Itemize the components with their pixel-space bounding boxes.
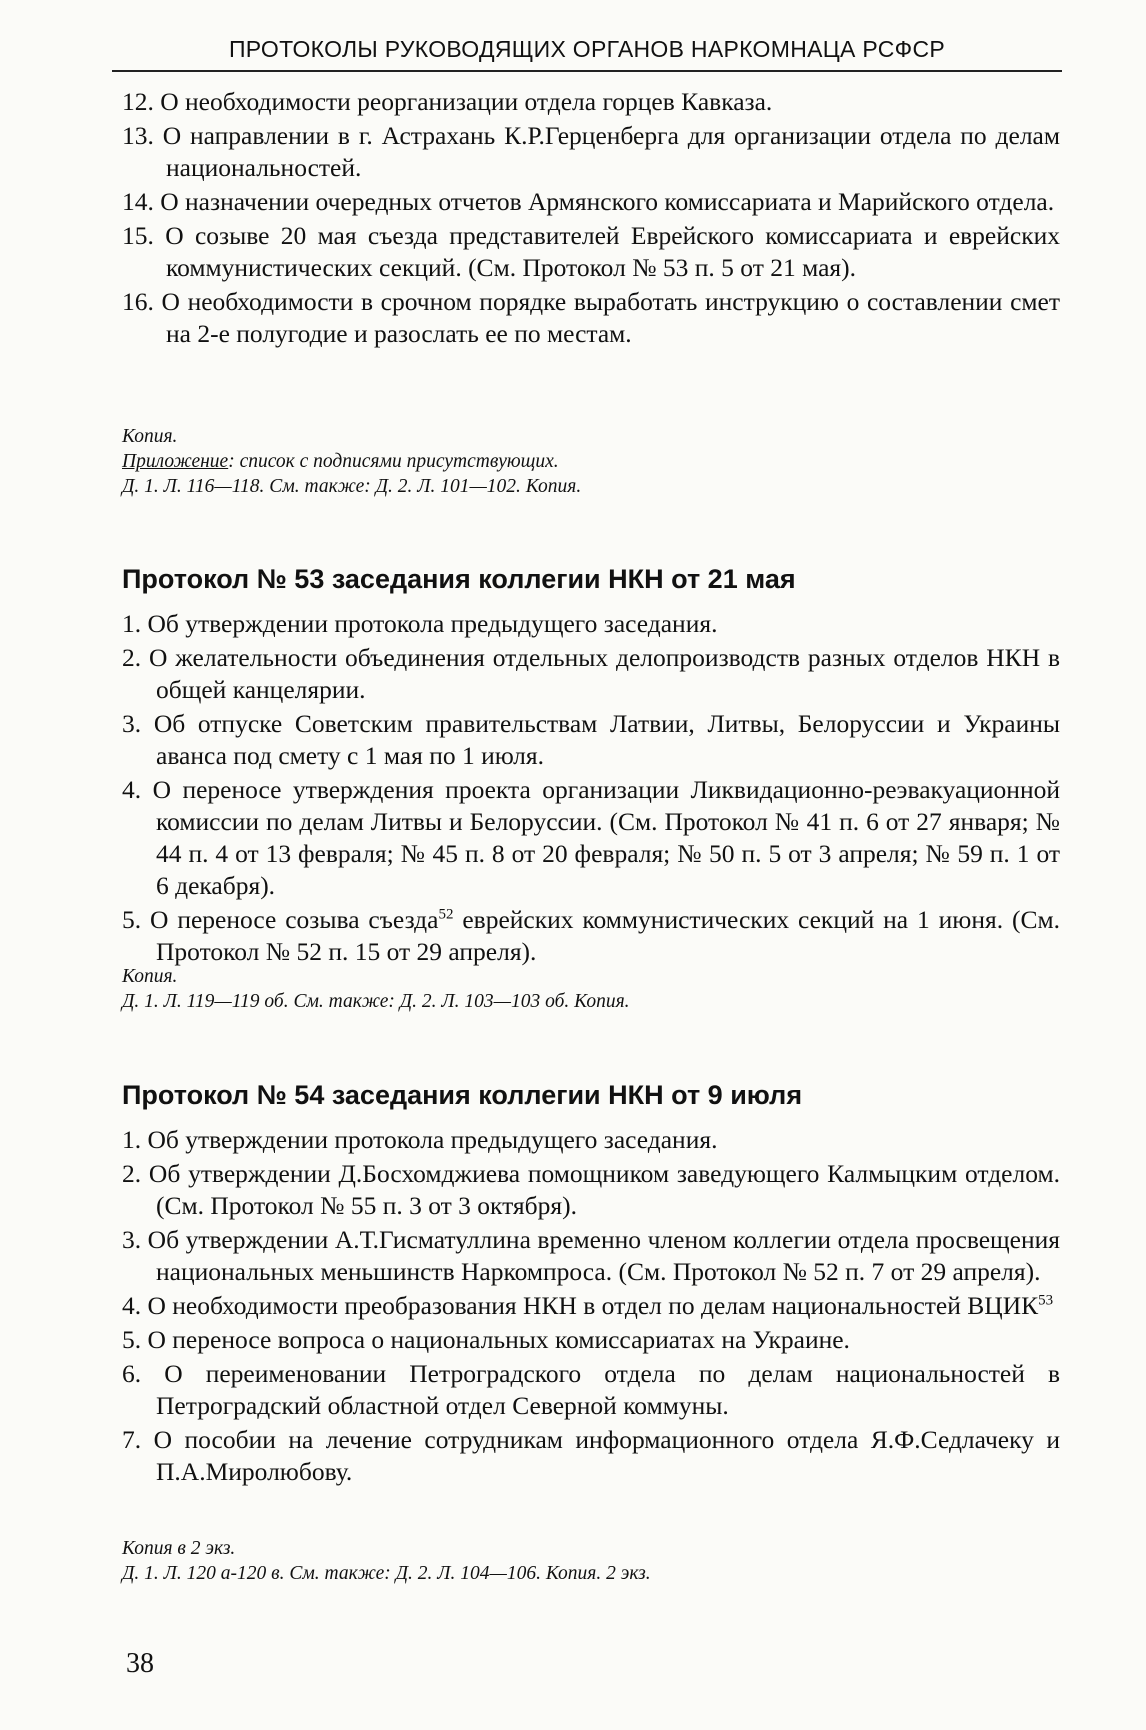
item-text: О переносе утверждения проекта организации Ликвидационно-реэвакуационной комиссии по делам Литвы и Белоруссии. (См. Протокол № 41 п. 6 от 27 января; № 44 п. 4 от 13 февраля; № 45 п. 8 от 20 февраля; № 50 п. 5 от 3 апреля; № 59 п. 1 от 6 декабря). <box>152 775 1061 900</box>
agenda-item <box>122 1290 1060 1322</box>
item-text: О переносе вопроса о национальных комиссариатах на Украине. <box>147 1325 850 1354</box>
header-rule <box>112 70 1062 72</box>
copy-note: Копия. <box>122 426 178 447</box>
agenda-item <box>122 86 1060 118</box>
running-header: ПРОТОКОЛЫ РУКОВОДЯЩИХ ОРГАНОВ НАРКОМНАЦА РСФСР <box>228 36 946 62</box>
previous-protocol-notes <box>122 424 1060 499</box>
item-text: О назначении очередных отчетов Армянского комиссариата и Марийского отдела. <box>160 187 1055 216</box>
agenda-list <box>122 86 1060 350</box>
appendix-label: Приложение <box>122 451 229 472</box>
agenda-item <box>122 904 1060 968</box>
protocol-54-title: Протокол № 54 заседания коллегии НКН от 9 июля <box>122 1080 803 1110</box>
item-text: О необходимости реорганизации отдела горцев Кавказа. <box>160 87 773 116</box>
agenda-item <box>122 608 1060 640</box>
agenda-item <box>122 120 1060 184</box>
item-text: Об утверждении протокола предыдущего заседания. <box>147 609 718 638</box>
item-number: 3. <box>122 1225 142 1254</box>
item-text: О необходимости преобразования НКН в отдел по делам национальностей ВЦИК <box>147 1291 1039 1320</box>
item-number: 1. <box>122 1125 142 1154</box>
protocol-54-agenda <box>122 1124 1060 1490</box>
item-number: 1. <box>122 609 142 638</box>
agenda-item <box>122 1358 1060 1422</box>
appendix-text: : список с подписями присутствующих. <box>228 451 559 472</box>
copy-note: Копия. <box>122 966 178 987</box>
item-text: еврейских коммунистических секций на 1 июня. (См. Протокол № 52 п. 15 от 29 апреля). <box>156 905 1061 966</box>
item-number: 4. <box>122 1291 142 1320</box>
protocol-53-agenda <box>122 608 1060 970</box>
archive-reference: Д. 1. Л. 116—118. См. также: Д. 2. Л. 101—102. Копия. <box>122 476 582 497</box>
item-number: 13. <box>122 121 154 150</box>
agenda-item <box>122 186 1060 218</box>
agenda-item <box>122 1158 1060 1222</box>
item-text: Об утверждении А.Т.Гисматуллина временно членом коллегии отдела просвещения национальных меньшинств Наркомпроса. (См. Протокол № 52 п. 7 от 29 апреля). <box>147 1225 1060 1286</box>
item-text: О направлении в г. Астрахань К.Р.Герценберга для организации отдела по делам национальностей. <box>162 121 1060 182</box>
item-number: 2. <box>122 643 142 672</box>
footnote-ref: 52 <box>438 906 454 923</box>
item-number: 6. <box>122 1359 142 1388</box>
footnote-ref: 53 <box>1038 1292 1054 1309</box>
item-number: 16. <box>122 287 154 316</box>
item-number: 2. <box>122 1159 142 1188</box>
agenda-item <box>122 708 1060 772</box>
item-number: 3. <box>122 709 142 738</box>
agenda-list <box>122 1124 1060 1488</box>
item-text: О необходимости в срочном порядке выработать инструкцию о составлении смет на 2-е полугодие и разослать ее по местам. <box>161 287 1061 348</box>
item-text: О желательности объединения отдельных делопроизводств разных отделов НКН в общей канцелярии. <box>148 643 1061 704</box>
item-text: Об утверждении протокола предыдущего заседания. <box>147 1125 718 1154</box>
agenda-item <box>122 286 1060 350</box>
item-text: О созыве 20 мая съезда представителей Еврейского комиссариата и еврейских коммунистических секций. (См. Протокол № 53 п. 5 от 21 мая). <box>165 221 1060 282</box>
item-number: 7. <box>122 1425 142 1454</box>
appendix-note <box>122 449 1060 474</box>
protocol-53-title: Протокол № 53 заседания коллегии НКН от 21 мая <box>122 564 796 594</box>
agenda-item <box>122 1224 1060 1288</box>
copy-note: Копия в 2 экз. <box>122 1538 236 1559</box>
item-text: О переносе созыва съезда <box>150 905 439 934</box>
agenda-item <box>122 1324 1060 1356</box>
item-number: 5. <box>122 905 142 934</box>
item-number: 14. <box>122 187 154 216</box>
page-number: 38 <box>126 1648 154 1679</box>
protocol-54-notes <box>122 1536 1060 1586</box>
item-number: 5. <box>122 1325 142 1354</box>
agenda-item <box>122 774 1060 902</box>
archive-reference: Д. 1. Л. 119—119 об. См. также: Д. 2. Л. 103—103 об. Копия. <box>122 991 630 1012</box>
item-text: Об утверждении Д.Босхомджиева помощником заведующего Калмыцким отделом. (См. Протокол № 55 п. 3 от 3 октября). <box>148 1159 1061 1220</box>
archive-reference: Д. 1. Л. 120 а-120 в. См. также: Д. 2. Л. 104—106. Копия. 2 экз. <box>122 1563 651 1584</box>
previous-protocol-continuation <box>122 86 1060 352</box>
agenda-item <box>122 220 1060 284</box>
agenda-item <box>122 642 1060 706</box>
agenda-item <box>122 1124 1060 1156</box>
agenda-list <box>122 608 1060 968</box>
item-number: 15. <box>122 221 154 250</box>
protocol-53-notes <box>122 964 1060 1014</box>
item-text: Об отпуске Советским правительствам Латвии, Литвы, Белоруссии и Украины аванса под смету с 1 мая по 1 июля. <box>153 709 1061 770</box>
item-number: 4. <box>122 775 142 804</box>
agenda-item <box>122 1424 1060 1488</box>
item-number: 12. <box>122 87 154 116</box>
item-text: О пособии на лечение сотрудникам информационного отдела Я.Ф.Седлачеку и П.А.Миролюбову. <box>153 1425 1061 1486</box>
item-text: О переименовании Петроградского отдела по делам национальностей в Петроградский областной отдел Северной коммуны. <box>156 1359 1061 1420</box>
